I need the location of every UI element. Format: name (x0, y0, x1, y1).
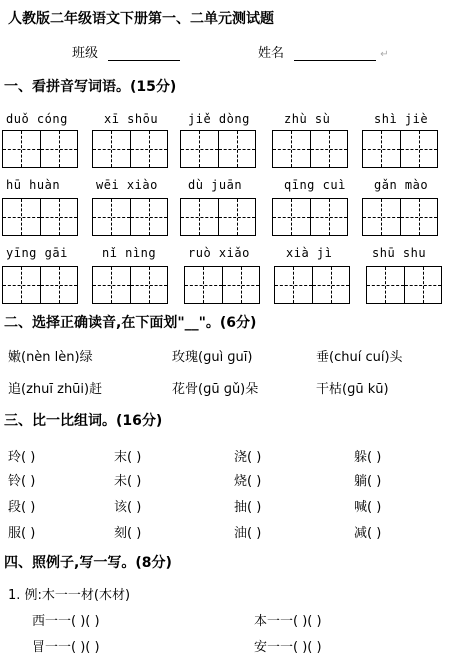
section2-heading: 二、选择正确读音,在下面划"__"。(6分) (4, 315, 257, 331)
pinyin-label: shū shu (372, 246, 427, 260)
compose-blank[interactable]: 西一一( )( ) (32, 614, 100, 629)
class-blank[interactable] (108, 46, 180, 61)
writing-grid[interactable] (92, 130, 168, 168)
word-blank[interactable]: 刻( ) (114, 526, 142, 541)
word-blank[interactable]: 浇( ) (234, 450, 262, 465)
class-label: 班级 (72, 46, 99, 61)
reading-choice[interactable]: 嫩(nèn lèn)绿 (8, 350, 93, 365)
word-blank[interactable]: 油( ) (234, 526, 262, 541)
writing-grid[interactable] (272, 198, 348, 236)
reading-choice[interactable]: 玫瑰(ɡuì ɡuī) (172, 350, 253, 365)
word-blank[interactable]: 躺( ) (354, 474, 382, 489)
writing-grid[interactable] (184, 266, 260, 304)
writing-grid[interactable] (180, 198, 256, 236)
page-title: 人教版二年级语文下册第一、二单元测试题 (8, 11, 274, 27)
pinyin-label: nǐ nìng (102, 246, 157, 260)
compose-blank[interactable]: 冒一一( )( ) (32, 640, 100, 655)
pinyin-label: duǒ cóng (6, 112, 68, 126)
writing-grid[interactable] (92, 198, 168, 236)
word-blank[interactable]: 未( ) (114, 474, 142, 489)
pinyin-label: gǎn mào (374, 178, 429, 192)
writing-grid[interactable] (272, 130, 348, 168)
writing-grid[interactable] (2, 130, 78, 168)
pinyin-label: shì jiè (374, 112, 429, 126)
word-blank[interactable]: 烧( ) (234, 474, 262, 489)
pinyin-label: hū huàn (6, 178, 61, 192)
writing-grid[interactable] (92, 266, 168, 304)
pinyin-label: xī shōu (104, 112, 159, 126)
word-blank[interactable]: 躲( ) (354, 450, 382, 465)
pinyin-label: yīng gāi (6, 246, 68, 260)
writing-grid[interactable] (180, 130, 256, 168)
reading-choice[interactable]: 花骨(ɡū ɡǔ)朵 (172, 382, 259, 397)
pinyin-label: zhù sù (284, 112, 331, 126)
pinyin-label: wēi xiào (96, 178, 158, 192)
writing-grid[interactable] (2, 266, 78, 304)
reading-choice[interactable]: 追(zhuī zhūi)赶 (8, 382, 103, 397)
writing-grid[interactable] (274, 266, 350, 304)
writing-grid[interactable] (366, 266, 442, 304)
writing-grid[interactable] (362, 130, 438, 168)
reading-choice[interactable]: 干枯(ɡū kū) (316, 382, 389, 397)
word-blank[interactable]: 玲( ) (8, 450, 36, 465)
name-blank[interactable] (294, 46, 376, 61)
word-blank[interactable]: 喊( ) (354, 500, 382, 515)
name-label: 姓名 (258, 46, 285, 61)
word-blank[interactable]: 抽( ) (234, 500, 262, 515)
word-blank[interactable]: 铃( ) (8, 474, 36, 489)
return-mark: ↵ (380, 49, 389, 60)
word-blank[interactable]: 末( ) (114, 450, 142, 465)
pinyin-label: qīng cuì (284, 178, 346, 192)
writing-grid[interactable] (2, 198, 78, 236)
name-field (258, 42, 389, 61)
pinyin-label: dù juān (188, 178, 243, 192)
compose-blank[interactable]: 安一一( )( ) (254, 640, 322, 655)
pinyin-label: jiě dòng (188, 112, 250, 126)
word-blank[interactable]: 段( ) (8, 500, 36, 515)
example-line: 1. 例:木一一材(木材) (8, 588, 131, 603)
writing-grid[interactable] (362, 198, 438, 236)
word-blank[interactable]: 该( ) (114, 500, 142, 515)
pinyin-label: ruò xiǎo (188, 246, 250, 260)
word-blank[interactable]: 服( ) (8, 526, 36, 541)
compose-blank[interactable]: 本一一( )( ) (254, 614, 322, 629)
section1-heading: 一、看拼音写词语。(15分) (4, 79, 177, 95)
class-field (72, 42, 180, 61)
section3-heading: 三、比一比组词。(16分) (4, 413, 163, 429)
pinyin-label: xià jì (286, 246, 333, 260)
reading-choice[interactable]: 垂(chuí cuí)头 (316, 350, 403, 365)
section4-heading: 四、照例子,写一写。(8分) (4, 555, 172, 571)
word-blank[interactable]: 减( ) (354, 526, 382, 541)
